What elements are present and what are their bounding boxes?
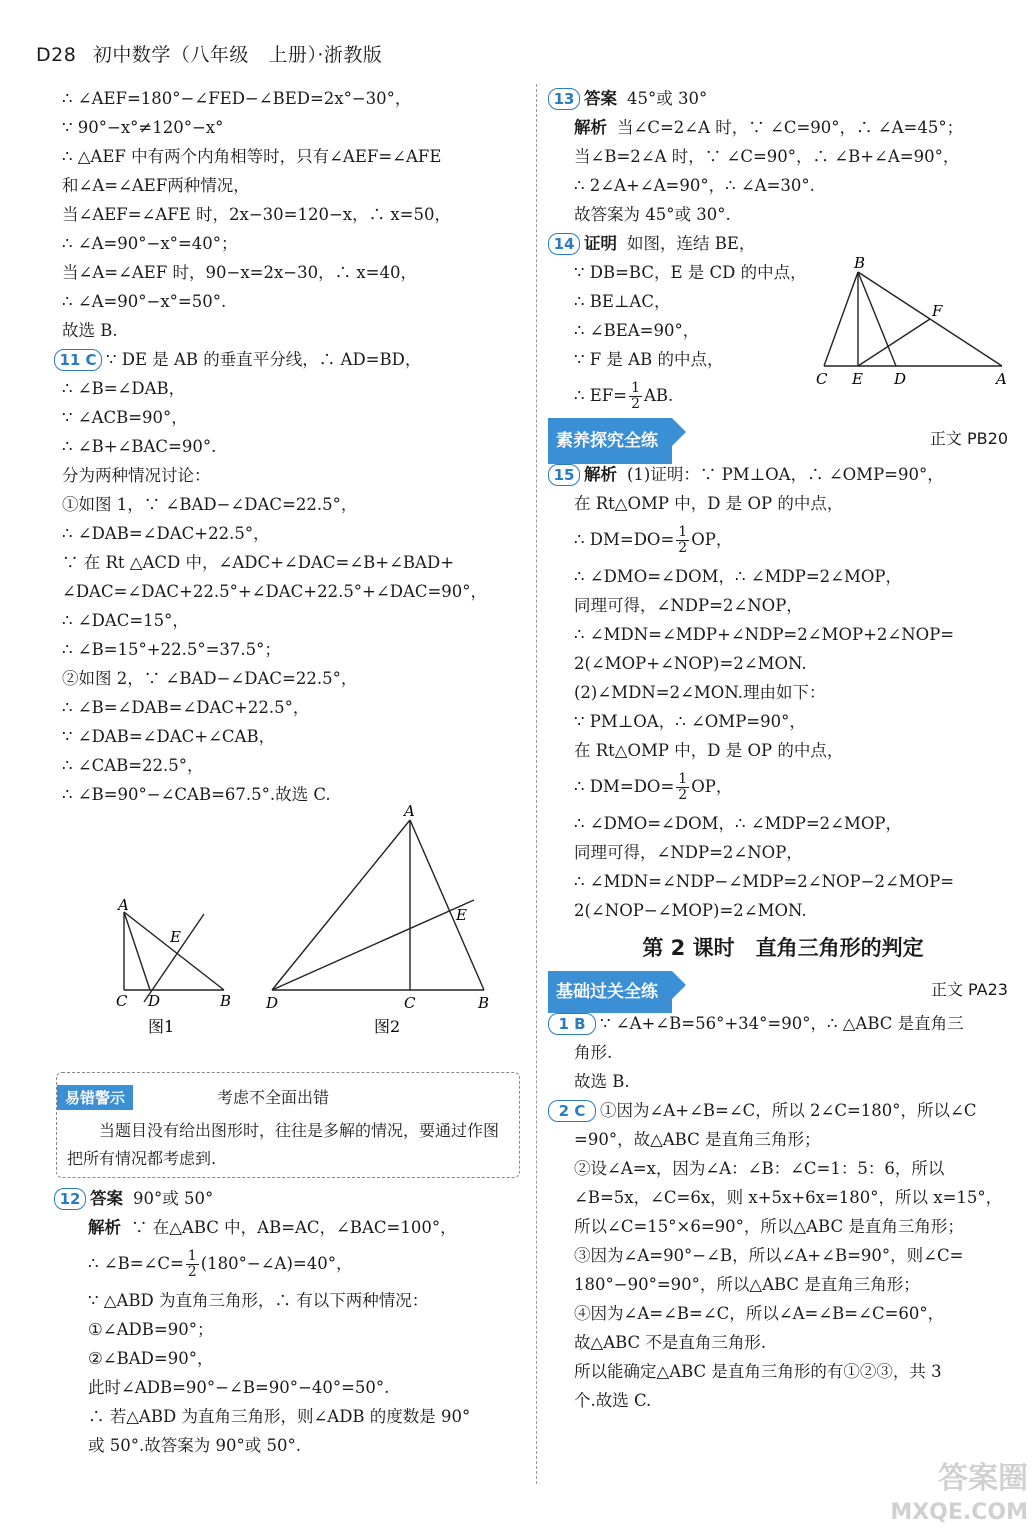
question-number-badge: 1 B: [548, 1013, 596, 1035]
q2-first-line: [548, 1096, 1018, 1125]
answer-value: 45°或 30°: [627, 89, 708, 108]
text-line: ①因为∠A+∠B=∠C，所以 2∠C=180°，所以∠C: [600, 1101, 977, 1120]
q12-block: [59, 1184, 522, 1460]
text-line: ②设∠A=x，因为∠A：∠B：∠C=1：5：6，所以: [574, 1159, 945, 1178]
q15-first-line: [548, 460, 1018, 489]
page-number: D28: [36, 44, 77, 66]
text-line: ∵ 在△ABC 中，AB=AC，∠BAC=100°，: [131, 1218, 457, 1237]
text-line: =90°，故△ABC 是直角三角形；: [574, 1130, 821, 1149]
text-fragment: ∴ DM=DO=: [574, 530, 675, 549]
text-line: ∴ ∠MDN=∠MDP+∠NDP=2∠MOP+2∠NOP=: [574, 625, 955, 644]
text-line: ∴ BE⊥AC，: [574, 292, 671, 311]
text-line: 当∠C=2∠A 时，∵ ∠C=90°，∴ ∠A=45°；: [617, 118, 964, 137]
text-line: 角形.: [574, 1043, 613, 1062]
text-line: ∵ ∠DAB=∠DAC+∠CAB，: [62, 727, 276, 746]
column-divider: [536, 84, 537, 1484]
text-line: ②∠BAD=90°，: [88, 1349, 214, 1368]
fig1-label: E: [170, 928, 181, 946]
fraction-denominator: 2: [187, 1264, 197, 1280]
fraction: [676, 525, 689, 556]
fig2-label: E: [456, 906, 467, 924]
watermark-line: 答案圈: [938, 1461, 1028, 1496]
page-reference: 正文 PA23: [930, 980, 1008, 999]
text-line: 故选 B.: [62, 321, 118, 340]
page-header: [36, 40, 382, 67]
warning-body: 当题目没有给出图形时，往往是多解的情况，要通过作图把所有情况都考虑到.: [67, 1121, 500, 1168]
text-line: ∵ 在 Rt △ACD 中，∠ADC+∠DAC=∠B+∠BAD+: [62, 553, 455, 572]
answer-label: 答案: [584, 89, 617, 108]
figure-1: [100, 890, 250, 1040]
fraction-denominator: 2: [631, 396, 640, 412]
text-line: ②如图 2，∵ ∠BAD−∠DAC=22.5°，: [62, 669, 358, 688]
text-line: ∴ ∠A=90°−x°=50°.: [62, 292, 227, 311]
q12-fraction-line: [62, 1242, 522, 1286]
fraction-numerator: 1: [678, 524, 688, 540]
text-line: ∴ ∠AEF=180°−∠FED−∠BED=2x°−30°，: [62, 89, 412, 108]
q12-analysis-line: [62, 1213, 522, 1242]
text-line: ∴ △AEF 中有两个内角相等时，只有∠AEF=∠AFE: [62, 147, 442, 166]
text-line: 2(∠MOP+∠NOP)=2∠MON.: [574, 654, 807, 673]
text-line: ∴ ∠B+∠BAC=90°.: [62, 437, 217, 456]
answer-label: 答案: [90, 1189, 123, 1208]
section-banner: 基础过关全练: [548, 971, 672, 1013]
fig1-label: A: [118, 896, 129, 914]
question-number-badge: 15: [548, 464, 580, 486]
text-line: ④因为∠A=∠B=∠C，所以∠A=∠B=∠C=60°，: [574, 1304, 945, 1323]
figure-2: [262, 800, 502, 1040]
text-line: ∴ ∠CAB=22.5°，: [62, 756, 204, 775]
text-line: ∴ ∠B=90°−∠CAB=67.5°.故选 C.: [62, 785, 331, 804]
text-line: ∴ ∠MDN=∠NDP−∠MDP=2∠NOP−2∠MOP=: [574, 872, 955, 891]
banner-row: [548, 418, 1018, 460]
section-title: 第 2 课时 直角三角形的判定: [642, 936, 924, 960]
text-fragment: OP，: [691, 530, 733, 549]
fig2-label: C: [404, 994, 416, 1012]
banner-row: [548, 971, 1018, 1009]
text-line: ∵ ∠A+∠B=56°+34°=90°，∴ △ABC 是直角三: [600, 1014, 964, 1033]
question-number-badge: 13: [548, 88, 580, 110]
warning-heading: 考虑不全面出错: [217, 1088, 330, 1107]
fraction: [676, 772, 689, 803]
text-line: ③因为∠A=90°−∠B，所以∠A+∠B=90°，则∠C=: [574, 1246, 964, 1265]
fig2-caption: 图2: [374, 1017, 401, 1036]
text-line: ∵ F 是 AB 的中点，: [574, 350, 724, 369]
fig2-label: A: [404, 802, 415, 820]
q14-fig-label: B: [854, 254, 866, 272]
text-line: 所以∠C=15°×6=90°，所以△ABC 是直角三角形；: [574, 1217, 964, 1236]
fig2-label: D: [266, 994, 279, 1012]
question-number-badge: 11 C: [54, 349, 102, 371]
text-line: 故△ABC 不是直角三角形.: [574, 1333, 767, 1352]
text-line: 个.故选 C.: [574, 1391, 652, 1410]
text-line: ①如图 1，∵ ∠BAD−∠DAC=22.5°，: [62, 495, 358, 514]
fraction-denominator: 2: [678, 787, 688, 803]
text-line: ∵ ∠ACB=90°，: [62, 408, 188, 427]
watermark: [890, 1462, 1028, 1530]
analysis-label: 解析: [574, 118, 607, 137]
left-column: [59, 84, 522, 809]
fig1-label: C: [116, 992, 128, 1010]
text-line: 所以能确定△ABC 是直角三角形的有①②③，共 3: [574, 1362, 942, 1381]
fig1-label: B: [220, 992, 232, 1010]
q14-fig-label: F: [932, 302, 943, 320]
text-line: 同理可得，∠NDP=2∠NOP，: [574, 596, 803, 615]
question-number-badge: 2 C: [548, 1100, 596, 1122]
warning-box: [56, 1072, 520, 1178]
q11-first-line: [54, 345, 522, 374]
fraction-numerator: 1: [631, 380, 640, 396]
q13-analysis-line: [548, 113, 1018, 142]
q13-answer-line: [548, 84, 1018, 113]
text-fragment: ∴ ∠B=∠C=: [88, 1254, 184, 1273]
text-fragment: ∴ DM=DO=: [574, 777, 675, 796]
answer-value: 90°或 50°: [133, 1189, 214, 1208]
analysis-label: 解析: [584, 465, 617, 484]
proof-label: 证明: [584, 234, 617, 253]
text-line: 当∠A=∠AEF 时，90−x=2x−30，∴ x=40，: [62, 263, 417, 282]
text-fragment: OP，: [691, 777, 733, 796]
text-line: 在 Rt△OMP 中，D 是 OP 的中点，: [574, 494, 844, 513]
text-line: ∠DAC=∠DAC+22.5°+∠DAC+22.5°+∠DAC=90°，: [62, 582, 488, 601]
text-line: ∴ ∠B=∠DAB，: [62, 379, 186, 398]
text-line: (2)∠MDN=2∠MON.理由如下：: [574, 683, 826, 702]
q14-fig-label: A: [996, 370, 1007, 388]
section-banner: 素养探究全练: [548, 418, 672, 464]
fig1-caption: 图1: [148, 1017, 175, 1036]
fraction-numerator: 1: [678, 771, 688, 787]
text-line: ∵ △ABD 为直角三角形，∴ 有以下两种情况：: [88, 1291, 429, 1310]
fraction: [186, 1249, 199, 1280]
text-line: ∵ DE 是 AB 的垂直平分线，∴ AD=BD，: [106, 350, 422, 369]
text-line: 分为两种情况讨论：: [62, 466, 211, 485]
text-line: ①∠ADB=90°；: [88, 1320, 214, 1339]
fraction: [629, 381, 642, 412]
text-line: ∵ 90°−x°≠120°−x°: [62, 118, 224, 137]
text-line: 当∠B=2∠A 时，∵ ∠C=90°，∴ ∠B+∠A=90°，: [574, 147, 960, 166]
text-line: 2(∠NOP−∠MOP)=2∠MON.: [574, 901, 807, 920]
q15-fraction-line-2: [548, 765, 1018, 809]
text-line: (1)证明：∵ PM⊥OA，∴ ∠OMP=90°，: [627, 465, 944, 484]
text-fragment: AB.: [643, 386, 674, 405]
text-line: ∴ ∠B=15°+22.5°=37.5°；: [62, 640, 281, 659]
text-line: ∴ ∠DAC=15°，: [62, 611, 189, 630]
text-line: ∵ DB=BC，E 是 CD 的中点，: [574, 263, 807, 282]
figure-q14: [810, 254, 1020, 394]
book-title: 初中数学（八年级 上册）·浙教版: [92, 44, 383, 66]
fig2-label: B: [478, 994, 490, 1012]
fraction-numerator: 1: [187, 1248, 197, 1264]
fraction-denominator: 2: [678, 540, 688, 556]
text-line: 此时∠ADB=90°−∠B=90°−40°=50°.: [88, 1378, 390, 1397]
q1-first-line: [548, 1009, 1018, 1038]
text-line: 故答案为 45°或 30°.: [574, 205, 731, 224]
warning-title: 易错警示: [57, 1085, 133, 1110]
text-line: 当∠AEF=∠AFE 时，2x−30=120−x，∴ x=50，: [62, 205, 451, 224]
text-line: 和∠A=∠AEF两种情况，: [62, 176, 250, 195]
text-line: 在 Rt△OMP 中，D 是 OP 的中点，: [574, 741, 844, 760]
question-number-badge: 12: [54, 1188, 86, 1210]
text-line: ∴ ∠DAB=∠DAC+22.5°，: [62, 524, 270, 543]
text-line: ∴ ∠B=∠DAB=∠DAC+22.5°，: [62, 698, 310, 717]
text-line: ∴ ∠BEA=90°，: [574, 321, 700, 340]
text-line: 故选 B.: [574, 1072, 630, 1091]
text-line: 180°−90°=90°，所以△ABC 是直角三角形；: [574, 1275, 920, 1294]
q14-fig-label: D: [894, 370, 907, 388]
watermark-line: MXQE.COM: [890, 1500, 1028, 1525]
text-line: 或 50°.故答案为 90°或 50°.: [88, 1436, 301, 1455]
analysis-label: 解析: [88, 1218, 121, 1237]
fig1-label: D: [148, 992, 161, 1010]
text-line: ∴ ∠DMO=∠DOM，∴ ∠MDP=2∠MOP，: [574, 814, 902, 833]
text-fragment: ∴ EF=: [574, 386, 628, 405]
text-line: ∴ 若△ABD 为直角三角形，则∠ADB 的度数是 90°: [88, 1407, 471, 1426]
question-number-badge: 14: [548, 233, 580, 255]
text-line: ∴ ∠A=90°−x°=40°；: [62, 234, 238, 253]
q12-answer-line: [54, 1184, 522, 1213]
text-line: 如图，连结 BE，: [627, 234, 756, 253]
text-line: 同理可得，∠NDP=2∠NOP，: [574, 843, 803, 862]
text-fragment: (180°−∠A)=40°，: [200, 1254, 353, 1273]
q14-fig-label: E: [852, 370, 863, 388]
text-line: ∴ 2∠A+∠A=90°，∴ ∠A=30°.: [574, 176, 815, 195]
text-line: ∴ ∠DMO=∠DOM，∴ ∠MDP=2∠MOP，: [574, 567, 902, 586]
page-reference: 正文 PB20: [929, 429, 1008, 448]
text-line: ∵ PM⊥OA，∴ ∠OMP=90°，: [574, 712, 806, 731]
q14-fig-label: C: [816, 370, 828, 388]
text-line: ∠B=5x，∠C=6x，则 x+5x+6x=180°，所以 x=15°，: [574, 1188, 1003, 1207]
q15-fraction-line: [548, 518, 1018, 562]
